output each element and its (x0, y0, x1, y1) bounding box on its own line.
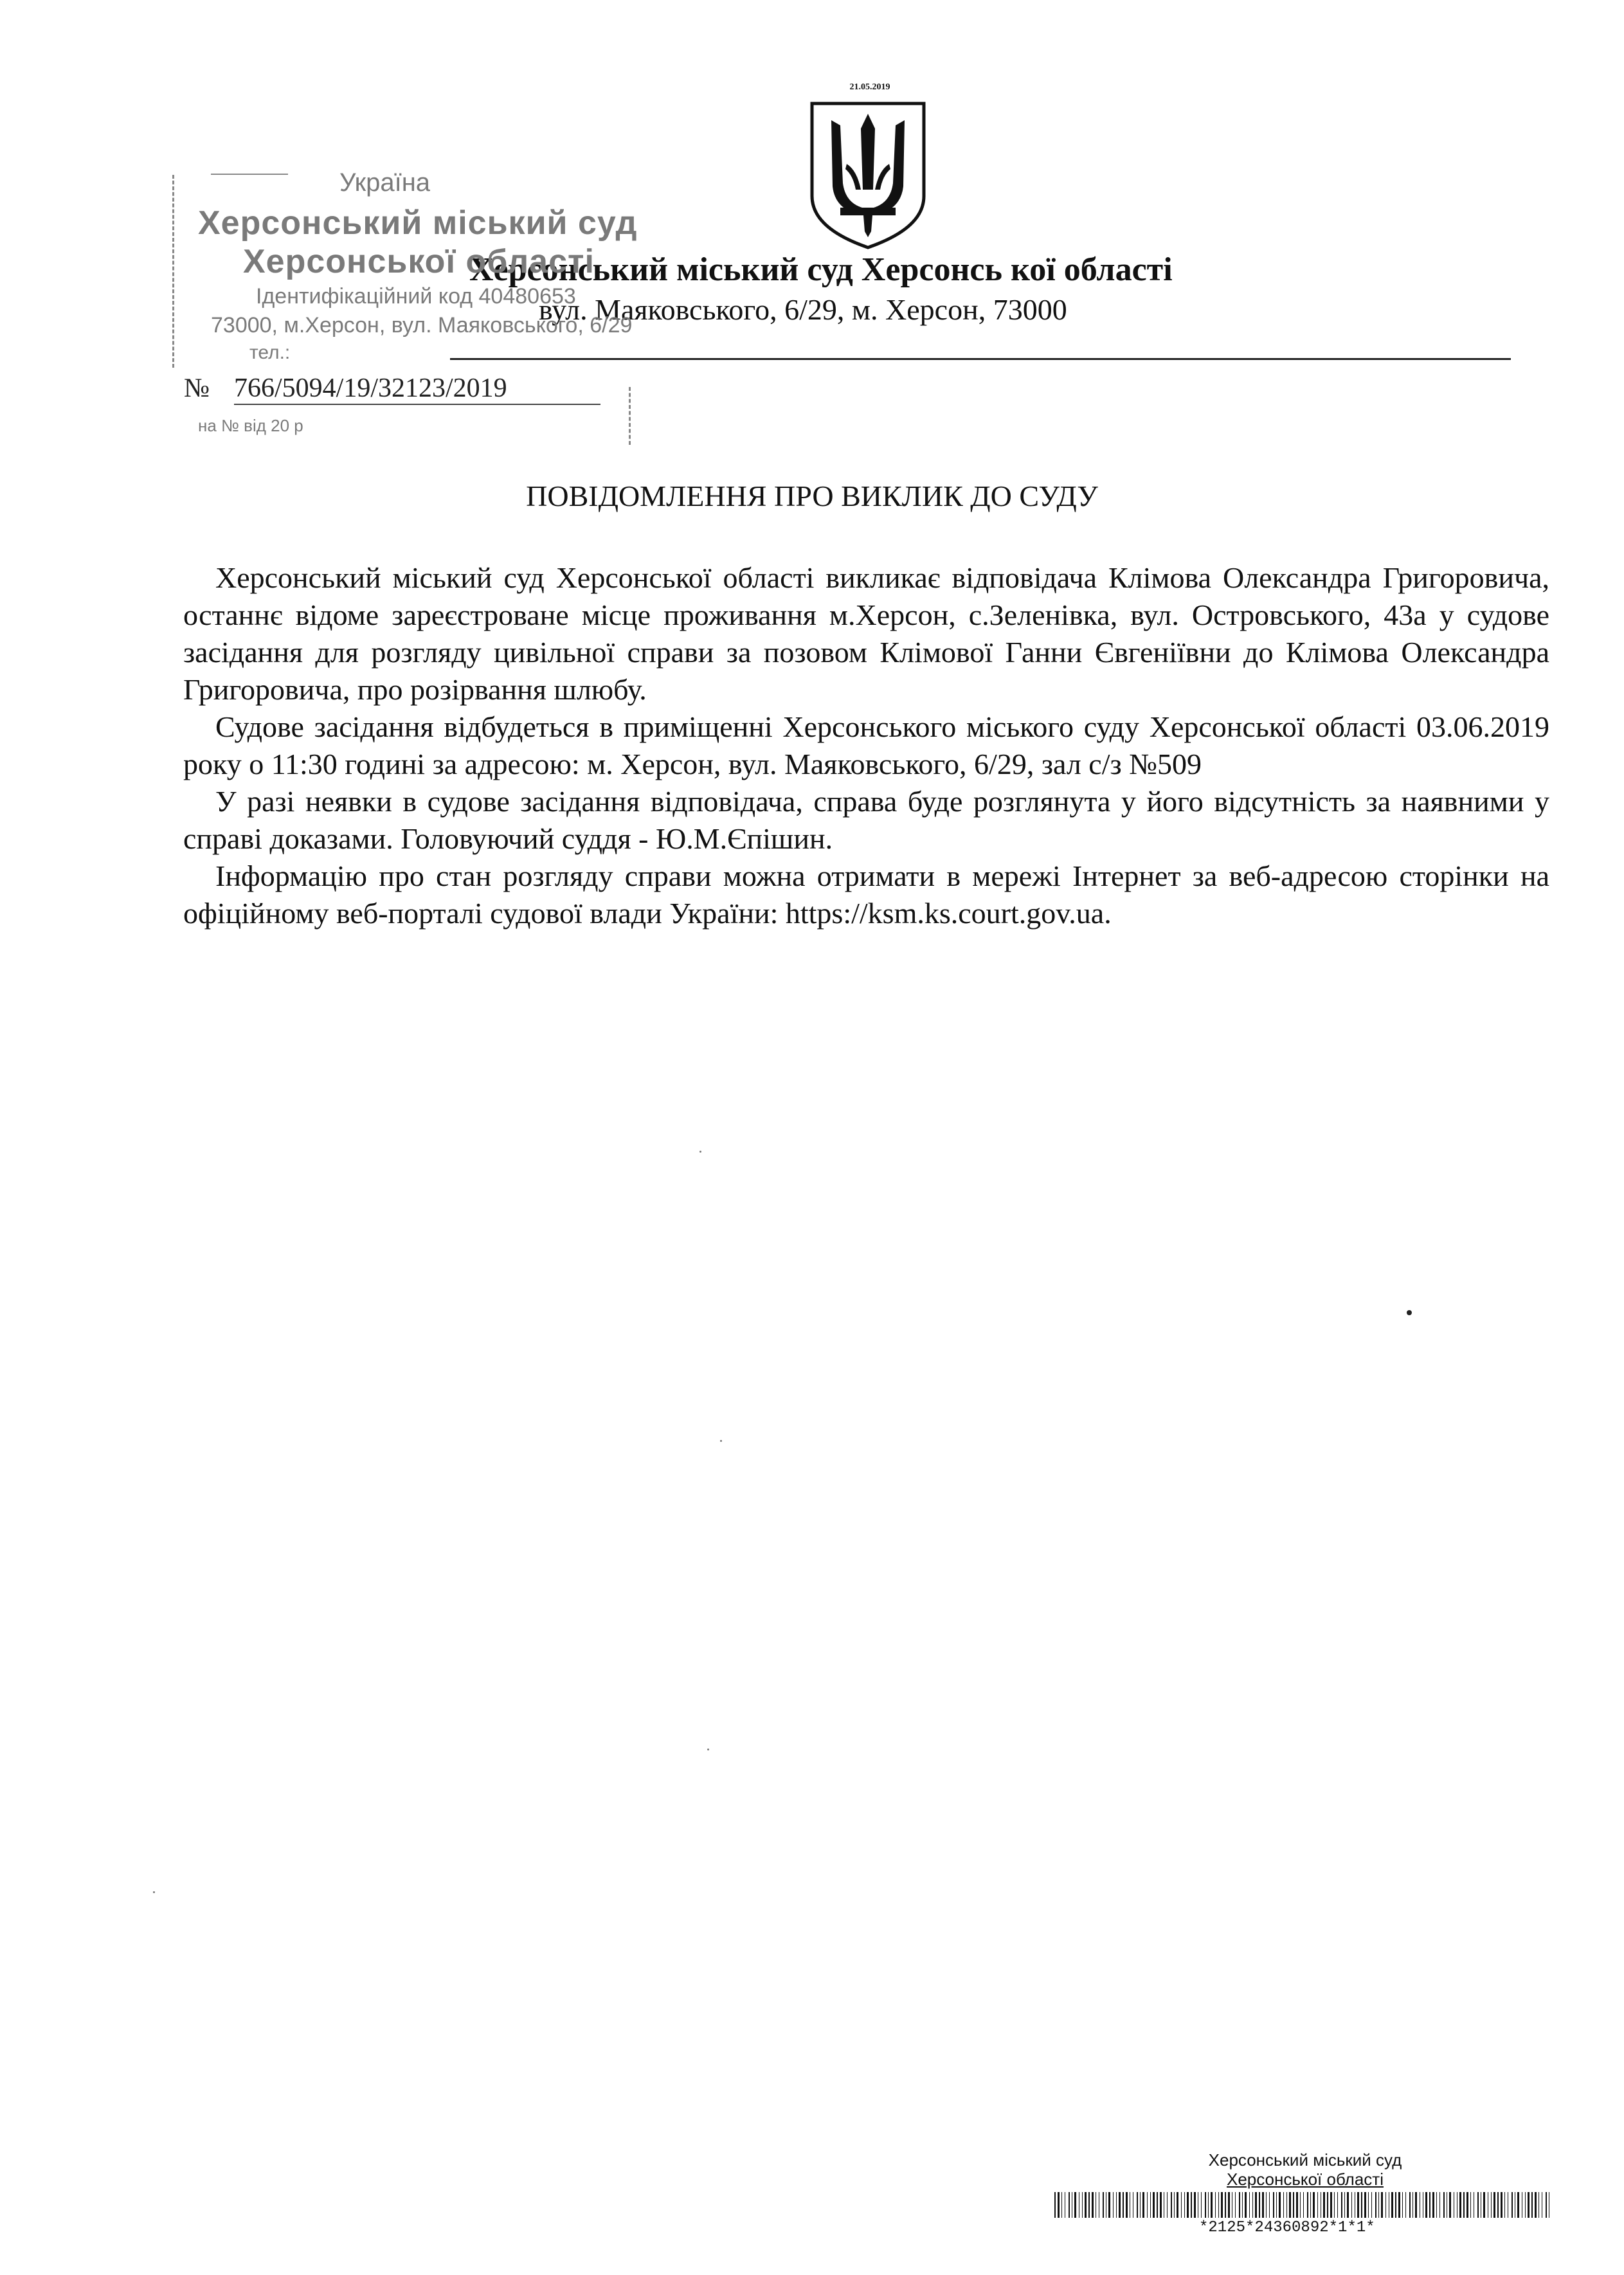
stamp-reference-line: на № від 20 р (198, 416, 303, 435)
barcode-bar (1191, 2192, 1192, 2218)
barcode-bar (1463, 2192, 1465, 2218)
barcode-bar (1436, 2192, 1437, 2218)
barcode-bar (1266, 2192, 1267, 2218)
barcode-bar (1361, 2192, 1362, 2218)
barcode-bar (1085, 2192, 1087, 2218)
barcode-bar (1300, 2192, 1301, 2218)
barcode-bar (1205, 2192, 1206, 2218)
barcode-bar (1357, 2192, 1359, 2218)
barcode-bar (1286, 2192, 1287, 2218)
barcode-bar (1142, 2192, 1144, 2218)
court-name: Херсонський міський суд Херсонсь кої області (469, 251, 1173, 288)
barcode-bar (1088, 2192, 1090, 2218)
barcode-bar (1310, 2192, 1311, 2218)
barcode-bar (1415, 2192, 1417, 2218)
stamp-court-name: Херсонський міський суд (198, 204, 638, 242)
barcode-bar (1307, 2192, 1308, 2218)
barcode-bar (1103, 2192, 1104, 2218)
barcode-bar (1439, 2192, 1440, 2218)
barcode-bar (1289, 2192, 1291, 2218)
barcode-bar (1211, 2192, 1213, 2218)
barcode-bar (1061, 2192, 1062, 2218)
barcode-bar (1171, 2192, 1172, 2218)
barcode-bar (1344, 2192, 1345, 2218)
barcode-bar (1501, 2192, 1502, 2218)
barcode-bar (1517, 2192, 1519, 2218)
barcode-bar (1054, 2192, 1056, 2218)
barcode-bar (1531, 2192, 1533, 2218)
barcode-bar (1497, 2192, 1499, 2218)
barcode-bar (1160, 2192, 1162, 2218)
barcode-bar (1327, 2192, 1328, 2218)
barcode-bar (1116, 2192, 1117, 2218)
barcode-bar (1283, 2192, 1284, 2218)
barcode-bar (1074, 2192, 1076, 2218)
barcode-bar (1259, 2192, 1260, 2218)
footer-court-line1: Херсонський міський суд (1208, 2150, 1402, 2170)
barcode-bar (1140, 2192, 1141, 2218)
barcode-bar (1412, 2192, 1413, 2218)
barcode-bar (1483, 2192, 1485, 2218)
barcode-bar (1187, 2192, 1189, 2218)
barcode-bar (1069, 2192, 1070, 2218)
barcode-bar (1395, 2192, 1396, 2218)
stamp-country: Україна (339, 168, 431, 197)
stamp-phone: тел.: (249, 342, 291, 363)
barcode-bar (1351, 2192, 1352, 2218)
barcode-bar (1402, 2192, 1403, 2218)
paragraph-hearing: Судове засідання відбудеться в приміщенні Херсонського міського суду Херсонської області 03.06.2019 року о 11:30 годині за адресою: м. Херсон, вул. Маяковського, 6/29, зал с/з №509 (183, 710, 1549, 780)
stamp-id-code: Ідентифікаційний код 40480653 (256, 284, 576, 309)
barcode-bar (1225, 2192, 1226, 2218)
barcode-bar (1208, 2192, 1209, 2218)
barcode-bar (1425, 2192, 1427, 2218)
barcode-bar (1477, 2192, 1479, 2218)
registration-stamp (172, 168, 638, 458)
barcode-bar (1528, 2192, 1529, 2218)
barcode-bar (1398, 2192, 1400, 2218)
barcode-bar (1201, 2192, 1202, 2218)
stamp-number-prefix: № (184, 373, 210, 403)
barcode-bar (1378, 2192, 1379, 2218)
barcode-bar (1546, 2192, 1547, 2218)
barcode-bar (1459, 2192, 1461, 2218)
barcode-bar (1317, 2192, 1318, 2218)
barcode-bar (1511, 2192, 1513, 2218)
barcode-bar (1405, 2192, 1406, 2218)
barcode-bar (1493, 2192, 1495, 2218)
barcode-bar (1228, 2192, 1230, 2218)
barcode-bar (1535, 2192, 1537, 2218)
barcode-bar (1276, 2192, 1277, 2218)
case-number: 766/5094/19/32123/2019 (234, 373, 507, 403)
barcode-bar (1177, 2192, 1178, 2218)
barcode-bar (1466, 2192, 1468, 2218)
barcode-bar (1194, 2192, 1196, 2218)
barcode-bar (1443, 2192, 1445, 2218)
court-address: вул. Маяковського, 6/29, м. Херсон, 73000 (539, 293, 1067, 326)
barcode-bar (1334, 2192, 1335, 2218)
paragraph-information: Інформацію про стан розгляду справи можна отримати в мережі Інтернет за веб-адресою сторінки на офіційному веб-порталі судової влади України: https://ksm.ks.court.gov.ua. (183, 859, 1549, 930)
barcode-bar (1262, 2192, 1264, 2218)
barcode-bar (1313, 2192, 1315, 2218)
document-body (183, 559, 1549, 932)
barcode-bar (1385, 2192, 1386, 2218)
paragraph-summons: Херсонський міський суд Херсонської області викликає відповідача Клімова Олександра Григоровича, останнє відоме зареєстроване місце проживання м.Херсон, с.Зеленівка, вул. Островського, 43а у судове засідання для розгляду цивільної справи за позовом Клімової Ганни Євгеніївни до Клімова Олександра Григоровича, про розірвання шлюбу. (183, 561, 1549, 706)
barcode-bar (1150, 2192, 1151, 2218)
barcode-bar (1303, 2192, 1304, 2218)
barcode-bar (1364, 2192, 1366, 2218)
barcode-bar (1167, 2192, 1168, 2218)
barcode-bar (1245, 2192, 1247, 2218)
barcode-bar (1082, 2192, 1083, 2218)
barcode-bar (1449, 2192, 1451, 2218)
barcode-bar (1119, 2192, 1121, 2218)
barcode-bar (1108, 2192, 1110, 2218)
barcode-bar (1341, 2192, 1342, 2218)
barcode-bar (1181, 2192, 1182, 2218)
barcode-bar (1296, 2192, 1298, 2218)
footer-court-line2: Херсонської області (1227, 2170, 1384, 2189)
barcode-bar (1255, 2192, 1257, 2218)
barcode-bar (1215, 2192, 1216, 2218)
stamp-region: Херсонської області (243, 243, 595, 280)
barcode (1054, 2192, 1549, 2218)
barcode-bar (1184, 2192, 1185, 2218)
barcode-bar (1381, 2192, 1383, 2218)
barcode-bar (1337, 2192, 1338, 2218)
barcode-bar (1470, 2192, 1471, 2218)
barcode-bar (1147, 2192, 1148, 2218)
barcode-bar (1239, 2192, 1240, 2218)
barcode-bar (1126, 2192, 1128, 2218)
barcode-bar (1242, 2192, 1243, 2218)
barcode-bar (1368, 2192, 1369, 2218)
paragraph-absence: У разі неявки в судове засідання відповідача, справа буде розглянута у його відсутність за наявними у справі доказами. Головуючий суддя - Ю.М.Єпішин. (183, 785, 1549, 855)
barcode-bar (1347, 2192, 1349, 2218)
barcode-bar (1174, 2192, 1175, 2218)
barcode-bar (1157, 2192, 1158, 2218)
barcode-bar (1273, 2192, 1274, 2218)
barcode-bar (1432, 2192, 1434, 2218)
barcode-bar (1330, 2192, 1332, 2218)
barcode-bar (1123, 2192, 1124, 2218)
barcode-bar (1137, 2192, 1138, 2218)
barcode-bar (1218, 2192, 1219, 2218)
coat-of-arms-icon (807, 100, 929, 251)
barcode-bar (1409, 2192, 1411, 2218)
barcode-number: *2125*24360892*1*1* (1199, 2219, 1375, 2236)
stamp-address: 73000, м.Херсон, вул. Маяковського, 6/29 (211, 313, 633, 337)
barcode-bar (1113, 2192, 1114, 2218)
barcode-bar (1525, 2192, 1526, 2218)
barcode-bar (1391, 2192, 1393, 2218)
barcode-bar (1153, 2192, 1155, 2218)
barcode-bar (1221, 2192, 1223, 2218)
barcode-bar (1323, 2192, 1325, 2218)
footer-court-label (1189, 2150, 1421, 2189)
barcode-bar (1252, 2192, 1253, 2218)
barcode-bar (1058, 2192, 1060, 2218)
document-title: ПОВІДОМЛЕННЯ ПРО ВИКЛИК ДО СУДУ (526, 480, 1098, 512)
barcode-bar (1491, 2192, 1492, 2218)
barcode-bar (1249, 2192, 1250, 2218)
barcode-bar (1279, 2192, 1281, 2218)
barcode-bar (1371, 2192, 1372, 2218)
barcode-bar (1504, 2192, 1505, 2218)
barcode-bar (1092, 2192, 1094, 2218)
barcode-bar (1375, 2192, 1376, 2218)
barcode-bar (1269, 2192, 1270, 2218)
barcode-bar (1538, 2192, 1539, 2218)
barcode-bar (1293, 2192, 1294, 2218)
barcode-bar (1429, 2192, 1430, 2218)
barcode-bar (1235, 2192, 1236, 2218)
document-date: 21.05.2019 (849, 82, 890, 92)
